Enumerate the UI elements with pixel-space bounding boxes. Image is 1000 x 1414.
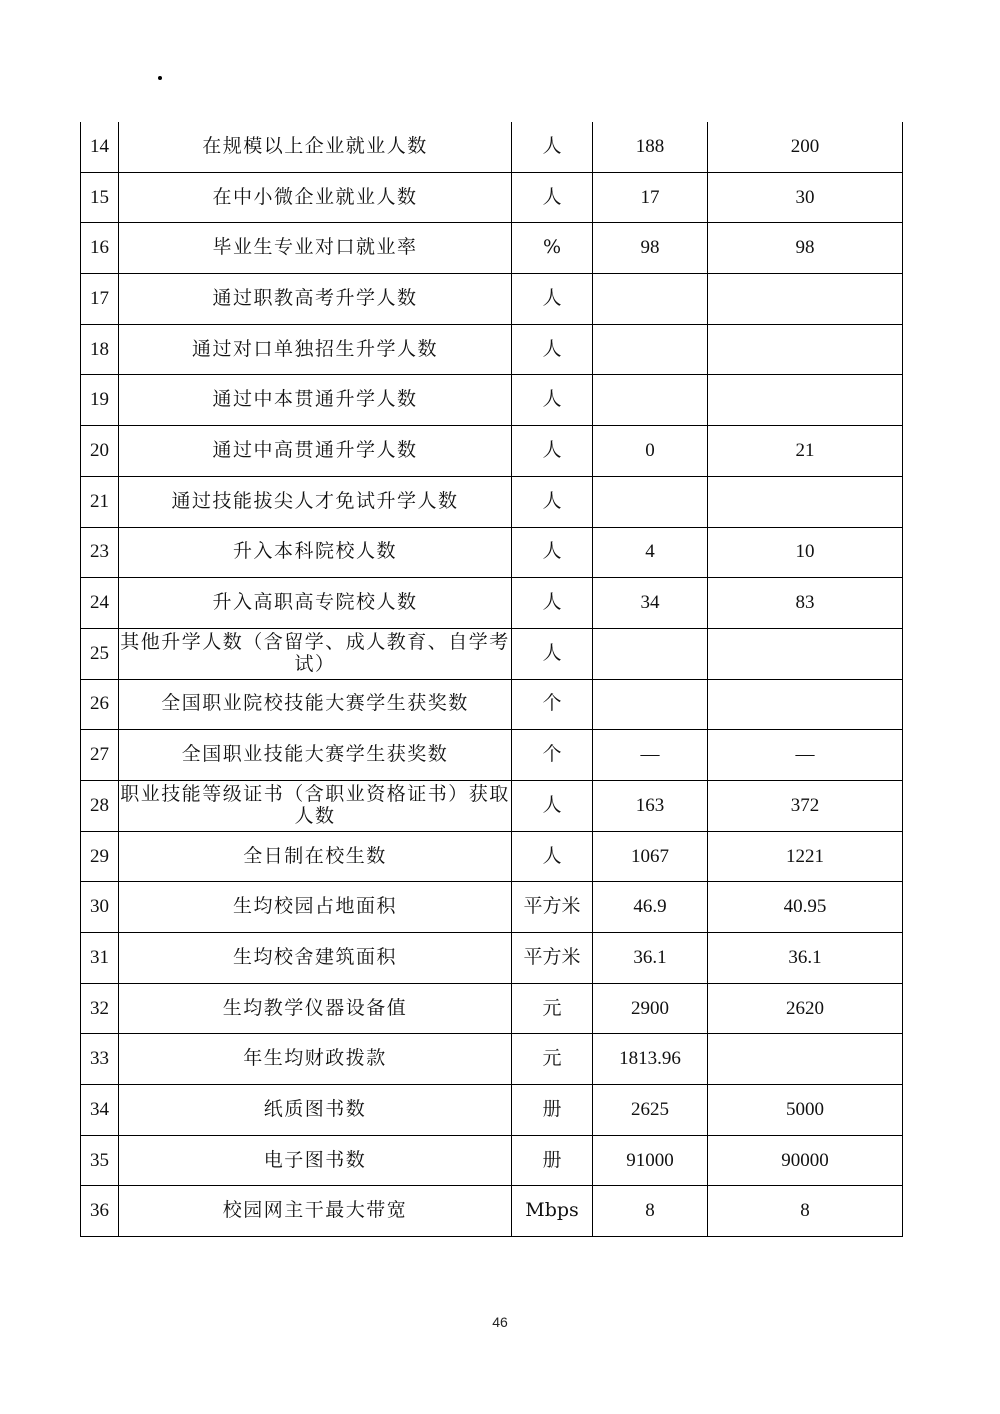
- row-item: 生均校园占地面积: [119, 882, 512, 933]
- table-row: [81, 1085, 903, 1136]
- table-row: [81, 933, 903, 984]
- row-value-2: 372: [708, 780, 903, 831]
- row-item: 全日制在校生数: [119, 831, 512, 882]
- row-item: 通过技能拔尖人才免试升学人数: [119, 476, 512, 527]
- row-number: 28: [81, 780, 119, 831]
- row-value-2: 90000: [708, 1135, 903, 1186]
- row-item: 通过对口单独招生升学人数: [119, 324, 512, 375]
- row-value-1: 163: [593, 780, 708, 831]
- row-item: 纸质图书数: [119, 1085, 512, 1136]
- row-item: 升入本科院校人数: [119, 527, 512, 578]
- row-unit: 个: [512, 679, 593, 730]
- row-value-2: [708, 274, 903, 325]
- row-item: 在规模以上企业就业人数: [119, 122, 512, 172]
- row-value-2: 30: [708, 172, 903, 223]
- row-unit: 元: [512, 983, 593, 1034]
- row-number: 35: [81, 1135, 119, 1186]
- row-value-1: 0: [593, 426, 708, 477]
- row-value-2: 83: [708, 578, 903, 629]
- row-unit: 人: [512, 578, 593, 629]
- row-number: 33: [81, 1034, 119, 1085]
- row-item: 年生均财政拨款: [119, 1034, 512, 1085]
- row-value-2: 36.1: [708, 933, 903, 984]
- row-item: 毕业生专业对口就业率: [119, 223, 512, 274]
- row-item: 通过中本贯通升学人数: [119, 375, 512, 426]
- row-unit: 个: [512, 730, 593, 781]
- data-table: [80, 122, 903, 1237]
- row-item: 升入高职高专院校人数: [119, 578, 512, 629]
- row-item: 校园网主干最大带宽: [119, 1186, 512, 1237]
- table-row: [81, 1135, 903, 1186]
- row-value-1: [593, 375, 708, 426]
- table-row: [81, 780, 903, 831]
- row-value-1: 1067: [593, 831, 708, 882]
- row-value-1: 46.9: [593, 882, 708, 933]
- row-item: 在中小微企业就业人数: [119, 172, 512, 223]
- row-value-1: 98: [593, 223, 708, 274]
- row-unit: 册: [512, 1135, 593, 1186]
- row-number: 25: [81, 628, 119, 679]
- row-item: 全国职业院校技能大赛学生获奖数: [119, 679, 512, 730]
- row-number: 26: [81, 679, 119, 730]
- row-number: 34: [81, 1085, 119, 1136]
- row-unit: 人: [512, 831, 593, 882]
- row-unit: 册: [512, 1085, 593, 1136]
- row-number: 16: [81, 223, 119, 274]
- table-row: [81, 730, 903, 781]
- row-value-1: 91000: [593, 1135, 708, 1186]
- table-row: [81, 1034, 903, 1085]
- row-value-2: [708, 1034, 903, 1085]
- row-value-2: 21: [708, 426, 903, 477]
- table-row: [81, 274, 903, 325]
- row-value-1: [593, 324, 708, 375]
- row-number: 29: [81, 831, 119, 882]
- row-number: 21: [81, 476, 119, 527]
- row-item: 职业技能等级证书（含职业资格证书）获取人数: [119, 780, 512, 831]
- row-item: 全国职业技能大赛学生获奖数: [119, 730, 512, 781]
- row-value-2: 8: [708, 1186, 903, 1237]
- row-item: 电子图书数: [119, 1135, 512, 1186]
- row-unit: 人: [512, 274, 593, 325]
- row-unit: 人: [512, 172, 593, 223]
- row-value-1: —: [593, 730, 708, 781]
- row-item: 通过中高贯通升学人数: [119, 426, 512, 477]
- row-unit: 人: [512, 375, 593, 426]
- row-value-2: [708, 476, 903, 527]
- row-value-1: 2900: [593, 983, 708, 1034]
- table-row: [81, 679, 903, 730]
- bullet-dot: [158, 76, 162, 80]
- row-number: 14: [81, 122, 119, 172]
- row-item: 其他升学人数（含留学、成人教育、自学考试）: [119, 628, 512, 679]
- row-number: 15: [81, 172, 119, 223]
- row-unit: 人: [512, 476, 593, 527]
- row-value-1: [593, 628, 708, 679]
- row-number: 24: [81, 578, 119, 629]
- table-row: [81, 983, 903, 1034]
- row-unit: 人: [512, 426, 593, 477]
- row-unit: Mbps: [512, 1186, 593, 1237]
- row-unit: %: [512, 223, 593, 274]
- page-number: 46: [492, 1314, 508, 1330]
- row-value-2: 10: [708, 527, 903, 578]
- row-number: 36: [81, 1186, 119, 1237]
- table-row: [81, 628, 903, 679]
- row-value-1: 17: [593, 172, 708, 223]
- row-value-2: 2620: [708, 983, 903, 1034]
- table-row: [81, 1186, 903, 1237]
- row-unit: 人: [512, 122, 593, 172]
- row-value-2: 98: [708, 223, 903, 274]
- row-value-1: 4: [593, 527, 708, 578]
- row-item: 通过职教高考升学人数: [119, 274, 512, 325]
- row-unit: 元: [512, 1034, 593, 1085]
- row-unit: 平方米: [512, 933, 593, 984]
- row-unit: 人: [512, 527, 593, 578]
- row-value-1: 34: [593, 578, 708, 629]
- row-value-1: 188: [593, 122, 708, 172]
- table-row: [81, 527, 903, 578]
- row-number: 20: [81, 426, 119, 477]
- table-row: [81, 172, 903, 223]
- row-unit: 人: [512, 780, 593, 831]
- table-row: [81, 476, 903, 527]
- row-number: 27: [81, 730, 119, 781]
- table-row: [81, 578, 903, 629]
- row-value-2: [708, 628, 903, 679]
- row-value-1: [593, 679, 708, 730]
- row-value-2: 5000: [708, 1085, 903, 1136]
- row-unit: 人: [512, 628, 593, 679]
- table-row: [81, 375, 903, 426]
- row-value-2: 40.95: [708, 882, 903, 933]
- row-unit: 人: [512, 324, 593, 375]
- row-value-2: [708, 324, 903, 375]
- row-value-2: —: [708, 730, 903, 781]
- table-row: [81, 122, 903, 172]
- row-number: 19: [81, 375, 119, 426]
- row-value-1: [593, 476, 708, 527]
- row-number: 30: [81, 882, 119, 933]
- row-number: 32: [81, 983, 119, 1034]
- table-row: [81, 426, 903, 477]
- row-number: 18: [81, 324, 119, 375]
- row-value-1: 2625: [593, 1085, 708, 1136]
- table-row: [81, 831, 903, 882]
- row-value-1: 1813.96: [593, 1034, 708, 1085]
- table-row: [81, 223, 903, 274]
- row-item: 生均教学仪器设备值: [119, 983, 512, 1034]
- row-unit: 平方米: [512, 882, 593, 933]
- row-value-2: [708, 679, 903, 730]
- row-number: 17: [81, 274, 119, 325]
- row-value-2: [708, 375, 903, 426]
- table-row: [81, 882, 903, 933]
- row-value-1: 36.1: [593, 933, 708, 984]
- table-row: [81, 324, 903, 375]
- row-value-2: 200: [708, 122, 903, 172]
- row-value-1: [593, 274, 708, 325]
- row-value-2: 1221: [708, 831, 903, 882]
- row-number: 31: [81, 933, 119, 984]
- row-item: 生均校舍建筑面积: [119, 933, 512, 984]
- row-value-1: 8: [593, 1186, 708, 1237]
- row-number: 23: [81, 527, 119, 578]
